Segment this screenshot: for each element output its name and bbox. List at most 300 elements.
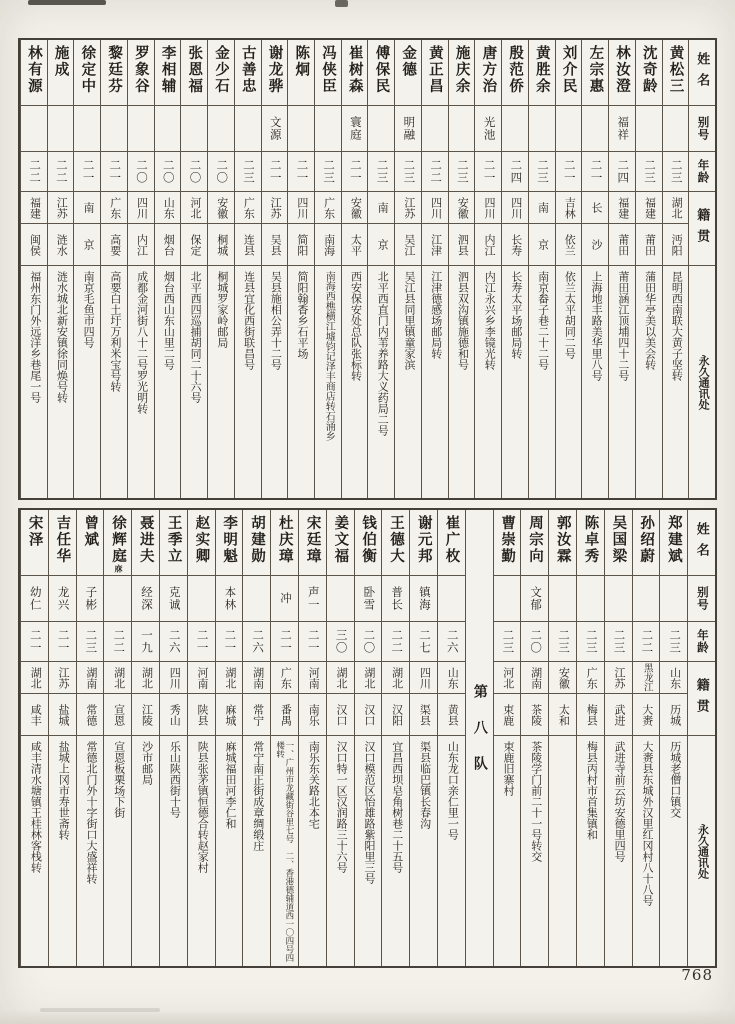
alias-cell	[605, 576, 632, 622]
person-name: 郑建斌	[665, 515, 682, 565]
person-name: 金少石	[213, 45, 230, 95]
person-origin-city: 保定	[188, 233, 201, 256]
origin-province-cell	[188, 662, 215, 694]
alias-cell	[132, 576, 159, 622]
origin-city-cell	[128, 224, 154, 266]
name-cell	[636, 40, 662, 106]
person-name: 陈炯	[293, 45, 310, 78]
person-origin-province: 湖南	[251, 666, 264, 689]
person-origin-city: 涟水	[55, 233, 68, 256]
person-origin-city: 沙	[589, 239, 602, 250]
origin-city-cell	[216, 694, 243, 736]
origin-city-cell	[556, 224, 582, 266]
origin-city-cell	[299, 694, 326, 736]
name-cell	[663, 40, 689, 106]
name-cell	[128, 40, 154, 106]
person-origin-city: 京	[82, 239, 95, 250]
alias-cell	[188, 576, 215, 622]
person-age: 二〇	[362, 629, 375, 654]
name-cell	[48, 40, 74, 106]
origin-city-cell	[104, 694, 131, 736]
person-origin-province: 南	[536, 202, 549, 213]
person-address: 福州东门外远洋乡巷尾一号	[28, 271, 41, 403]
name-cell	[181, 40, 207, 106]
person-age: 二二	[640, 629, 653, 654]
person-origin-city: 武进	[612, 703, 625, 726]
person-age: 二三	[642, 159, 655, 184]
address-cell	[475, 266, 501, 498]
person-age: 二一	[589, 159, 602, 184]
age-cell	[216, 622, 243, 662]
person-age: 二三	[84, 629, 97, 654]
person-origin-province: 四川	[429, 196, 442, 219]
person-column	[501, 40, 528, 498]
person-column	[215, 510, 243, 966]
person-age: 二三	[584, 629, 597, 654]
address-cell	[556, 266, 582, 498]
origin-province-cell	[327, 662, 354, 694]
alias-cell	[299, 576, 326, 622]
person-name: 黄松三	[667, 45, 684, 95]
person-origin-city: 南海	[322, 233, 335, 256]
person-alias: 幼仁	[28, 586, 41, 611]
person-origin-city: 汉阳	[390, 703, 403, 726]
age-cell	[475, 152, 501, 192]
person-column	[474, 40, 501, 498]
origin-city-cell	[368, 224, 394, 266]
origin-city-cell	[502, 224, 528, 266]
person-age: 二三	[501, 629, 514, 654]
address-cell	[449, 266, 475, 498]
roster-table-lower	[18, 508, 717, 968]
person-column	[635, 40, 662, 498]
person-age: 二三	[612, 629, 625, 654]
origin-province-cell	[49, 662, 76, 694]
person-origin-city: 连县	[242, 233, 255, 256]
age-cell	[449, 152, 475, 192]
age-cell	[582, 152, 608, 192]
origin-city-cell	[410, 694, 437, 736]
person-origin-province: 江苏	[57, 666, 70, 689]
address-cell	[235, 266, 261, 498]
age-cell	[410, 622, 437, 662]
person-origin-city: 常宁	[251, 703, 264, 726]
person-address: 宣恩板栗场下街	[112, 741, 125, 818]
age-cell	[556, 152, 582, 192]
person-name: 林汝澄	[614, 45, 631, 95]
person-address: 南京毛鱼市四号	[82, 271, 95, 348]
person-address: 连县宜化西街联昌号	[242, 271, 255, 370]
origin-province-cell	[633, 662, 660, 694]
person-alias: 子彬	[84, 586, 97, 611]
person-column	[493, 510, 521, 966]
person-age: 二一	[278, 629, 291, 654]
person-address: 乐山陕西街十号	[168, 741, 181, 818]
person-address: 烟台西山东山里二号	[162, 271, 175, 370]
address-cell	[529, 266, 555, 498]
person-age: 二三	[375, 159, 388, 184]
alias-cell	[355, 576, 382, 622]
age-cell	[633, 622, 660, 662]
origin-city-cell	[74, 224, 100, 266]
origin-province-cell	[21, 192, 47, 224]
person-origin-province: 江苏	[402, 196, 415, 219]
alias-cell	[315, 106, 341, 152]
person-origin-city: 依兰	[563, 233, 576, 256]
origin-province-cell	[529, 192, 555, 224]
person-origin-province: 广东	[108, 196, 121, 219]
person-origin-city: 沔阳	[670, 233, 683, 256]
alias-cell	[395, 106, 421, 152]
origin-province-cell	[502, 192, 528, 224]
header-column-lower	[687, 510, 715, 966]
address-cell	[605, 736, 632, 966]
age-cell	[438, 622, 465, 662]
address-cell	[288, 266, 314, 498]
name-cell	[101, 40, 127, 106]
person-origin-city: 咸丰	[29, 703, 42, 726]
person-age: 二二	[112, 629, 125, 654]
person-origin-city: 长寿	[509, 233, 522, 256]
person-age: 二六	[167, 629, 180, 654]
name-cell	[577, 510, 604, 576]
col-header-address: 永久通讯处	[697, 354, 710, 410]
origin-province-cell	[382, 662, 409, 694]
name-cell	[633, 510, 660, 576]
person-age: 二三	[455, 159, 468, 184]
person-alias: 寰庭	[348, 116, 361, 141]
person-age: 二二	[28, 159, 41, 184]
name-cell	[216, 510, 243, 576]
header-column-upper	[688, 40, 715, 498]
alias-cell	[633, 576, 660, 622]
person-name: 黄胜余	[533, 45, 550, 95]
person-origin-province: 广东	[279, 666, 292, 689]
person-origin-province: 湖北	[112, 666, 125, 689]
name-cell	[243, 510, 270, 576]
address-cell	[521, 736, 548, 966]
person-origin-city: 高要	[108, 233, 121, 256]
address-cell	[21, 736, 48, 966]
person-alias: 克诚	[167, 586, 180, 611]
col-header-age: 年龄	[695, 629, 708, 654]
person-column	[76, 510, 104, 966]
person-address: 武进寺前云坊安德里四号	[613, 741, 626, 862]
person-origin-province: 四川	[168, 666, 181, 689]
address-cell	[355, 736, 382, 966]
origin-province-cell	[235, 192, 261, 224]
person-name: 张恩福	[186, 45, 203, 95]
origin-province-cell	[128, 192, 154, 224]
alias-cell	[101, 106, 127, 152]
person-column	[314, 40, 341, 498]
person-origin-city: 常德	[84, 703, 97, 726]
header-age-cell	[689, 152, 715, 192]
person-column	[326, 510, 354, 966]
person-age: 一九	[139, 629, 152, 654]
person-age: 二三	[241, 159, 254, 184]
age-cell	[160, 622, 187, 662]
person-column	[207, 40, 234, 498]
person-origin-city: 太和	[557, 703, 570, 726]
alias-cell	[521, 576, 548, 622]
person-origin-province: 山东	[162, 196, 175, 219]
person-origin-city: 京	[376, 239, 389, 250]
person-origin-province: 湖南	[529, 666, 542, 689]
col-header-age: 年龄	[696, 159, 709, 184]
origin-city-cell	[327, 694, 354, 736]
header-name-cell	[689, 40, 715, 106]
age-cell	[529, 152, 555, 192]
alias-cell	[155, 106, 181, 152]
alias-cell	[49, 576, 76, 622]
age-cell	[288, 152, 314, 192]
person-address: 上海地丰路美华里八号	[590, 271, 603, 381]
origin-province-cell	[660, 662, 687, 694]
person-address: 历城老僧口镇交	[668, 741, 681, 818]
name-cell	[660, 510, 687, 576]
alias-cell	[660, 576, 687, 622]
origin-province-cell	[74, 192, 100, 224]
age-cell	[48, 152, 74, 192]
person-address: 大赉县东城外汉里红冈村八十八号	[640, 741, 653, 906]
address-cell	[128, 266, 154, 498]
person-origin-province: 四川	[135, 196, 148, 219]
person-age: 二一	[81, 159, 94, 184]
person-column	[180, 40, 207, 498]
person-origin-city: 大赉	[640, 703, 653, 726]
person-origin-province: 河南	[307, 666, 320, 689]
person-name: 傅保民	[373, 45, 390, 95]
person-name: 吴国梁	[610, 515, 627, 565]
address-cell	[132, 736, 159, 966]
person-column	[381, 510, 409, 966]
person-address: 依兰太平胡同二号	[563, 271, 576, 359]
age-cell	[502, 152, 528, 192]
header-origin-cell	[688, 662, 715, 736]
address-cell	[342, 266, 368, 498]
name-cell	[449, 40, 475, 106]
person-name-note: 庥	[113, 564, 123, 573]
origin-province-cell	[181, 192, 207, 224]
alias-cell	[21, 106, 47, 152]
age-cell	[181, 152, 207, 192]
person-origin-city: 黄县	[446, 703, 459, 726]
person-address: 麻城福田河李仁和	[223, 741, 236, 829]
person-origin-province: 江苏	[55, 196, 68, 219]
origin-province-cell	[160, 662, 187, 694]
person-name: 姜文福	[332, 515, 349, 565]
person-origin-province: 安徽	[349, 196, 362, 219]
origin-city-cell	[605, 694, 632, 736]
person-age: 二三	[556, 629, 569, 654]
person-alias: 福祥	[616, 116, 629, 141]
alias-cell	[77, 576, 104, 622]
person-address: 常宁南正街成章绸缎庄	[251, 741, 264, 851]
person-origin-province: 湖北	[362, 666, 375, 689]
address-cell	[188, 736, 215, 966]
person-origin-province: 湖南	[84, 666, 97, 689]
person-column	[20, 510, 48, 966]
origin-province-cell	[422, 192, 448, 224]
origin-province-cell	[299, 662, 326, 694]
person-name: 聂进夫	[137, 515, 154, 565]
person-age: 二三	[668, 629, 681, 654]
person-origin-city: 盐城	[57, 703, 70, 726]
person-alias: 文郁	[529, 586, 542, 611]
person-origin-city: 茶陵	[529, 703, 542, 726]
origin-province-cell	[315, 192, 341, 224]
person-origin-city: 烟台	[162, 233, 175, 256]
alias-cell	[288, 106, 314, 152]
person-name: 陈卓秀	[582, 515, 599, 565]
alias-cell	[382, 576, 409, 622]
person-column	[298, 510, 326, 966]
person-age: 二一	[56, 629, 69, 654]
alias-cell	[582, 106, 608, 152]
person-age: 二一	[108, 159, 121, 184]
person-age: 二一	[482, 159, 495, 184]
person-column	[394, 40, 421, 498]
person-address: 梅县丙村市首集镇和	[585, 741, 598, 840]
person-address: 宜昌西坝皂角树巷二十五号	[390, 741, 403, 873]
alias-cell	[449, 106, 475, 152]
col-header-address: 永久通讯处	[696, 823, 709, 879]
person-alias: 镇海	[417, 586, 430, 611]
name-cell	[315, 40, 341, 106]
header-origin-cell	[689, 192, 715, 266]
alias-cell	[549, 576, 576, 622]
person-origin-province: 湖北	[140, 666, 153, 689]
name-cell	[582, 40, 608, 106]
alias-cell	[410, 576, 437, 622]
person-name: 林有源	[25, 45, 42, 95]
alias-cell	[368, 106, 394, 152]
person-age: 二〇	[529, 629, 542, 654]
person-address: 吴江县同里镇童家滨	[402, 271, 415, 370]
person-name: 杜庆璋	[276, 515, 293, 565]
person-name: 沈奇龄	[640, 45, 657, 95]
origin-city-cell	[208, 224, 234, 266]
origin-province-cell	[216, 662, 243, 694]
age-cell	[243, 622, 270, 662]
address-cell	[636, 266, 662, 498]
address-cell	[208, 266, 234, 498]
person-column	[555, 40, 582, 498]
address-cell	[271, 736, 298, 966]
address-cell	[299, 736, 326, 966]
person-origin-province: 山东	[668, 666, 681, 689]
name-cell	[21, 510, 48, 576]
person-origin-city: 梅县	[585, 703, 598, 726]
age-cell	[609, 152, 635, 192]
person-column	[48, 510, 76, 966]
name-cell	[235, 40, 261, 106]
person-origin-province: 广东	[585, 666, 598, 689]
person-name: 郭汝霖	[554, 515, 571, 565]
name-cell	[368, 40, 394, 106]
scan-artifact	[28, 0, 106, 5]
origin-province-cell	[155, 192, 181, 224]
origin-city-cell	[438, 694, 465, 736]
person-age: 二一	[268, 159, 281, 184]
origin-city-cell	[382, 694, 409, 736]
origin-city-cell	[636, 224, 662, 266]
address-cell	[101, 266, 127, 498]
person-origin-city: 闽侯	[28, 233, 41, 256]
name-cell	[160, 510, 187, 576]
person-column	[73, 40, 100, 498]
origin-city-cell	[395, 224, 421, 266]
address-cell	[49, 736, 76, 966]
address-cell	[77, 736, 104, 966]
person-origin-province: 四川	[509, 196, 522, 219]
scan-artifact	[335, 0, 348, 7]
person-name: 谢龙骅	[266, 45, 283, 95]
person-origin-province: 河北	[501, 666, 514, 689]
address-cell	[494, 736, 521, 966]
person-origin-city: 束鹿	[501, 703, 514, 726]
person-column	[242, 510, 270, 966]
address-cell	[315, 266, 341, 498]
address-cell	[633, 736, 660, 966]
origin-province-cell	[48, 192, 74, 224]
person-name: 王季立	[165, 515, 182, 565]
age-cell	[577, 622, 604, 662]
origin-province-cell	[104, 662, 131, 694]
person-age: 二六	[251, 629, 264, 654]
origin-province-cell	[368, 192, 394, 224]
alias-cell	[577, 576, 604, 622]
name-cell	[327, 510, 354, 576]
person-address: 吴县施相公弄十二号	[269, 271, 282, 370]
person-age: 二三	[669, 159, 682, 184]
person-column	[520, 510, 548, 966]
origin-city-cell	[422, 224, 448, 266]
name-cell	[49, 510, 76, 576]
col-header-origin: 籍贯	[694, 677, 710, 720]
person-column	[187, 510, 215, 966]
person-name: 罗象谷	[132, 45, 149, 95]
person-origin-city: 莆田	[643, 233, 656, 256]
origin-province-cell	[271, 662, 298, 694]
origin-province-cell	[77, 662, 104, 694]
age-cell	[21, 152, 47, 192]
age-cell	[395, 152, 421, 192]
origin-province-cell	[395, 192, 421, 224]
age-cell	[188, 622, 215, 662]
person-name: 宋廷璋	[304, 515, 321, 565]
person-name: 徐辉庭庥	[109, 515, 126, 573]
name-cell	[104, 510, 131, 576]
person-origin-city: 吴县	[269, 233, 282, 256]
origin-city-cell	[521, 694, 548, 736]
person-column	[354, 510, 382, 966]
person-column	[576, 510, 604, 966]
person-origin-city: 桐城	[215, 233, 228, 256]
person-address: 成都金河街八十二号罗光明转	[135, 271, 148, 414]
person-address: 南京畚子巷二十二号	[536, 271, 549, 370]
person-name: 宋泽	[26, 515, 43, 548]
roster-table-upper	[18, 38, 717, 500]
origin-province-cell	[549, 662, 576, 694]
name-cell	[395, 40, 421, 106]
age-cell	[382, 622, 409, 662]
person-column	[421, 40, 448, 498]
name-cell	[21, 40, 47, 106]
person-alias: 声一	[306, 586, 319, 611]
person-age: 二一	[306, 629, 319, 654]
